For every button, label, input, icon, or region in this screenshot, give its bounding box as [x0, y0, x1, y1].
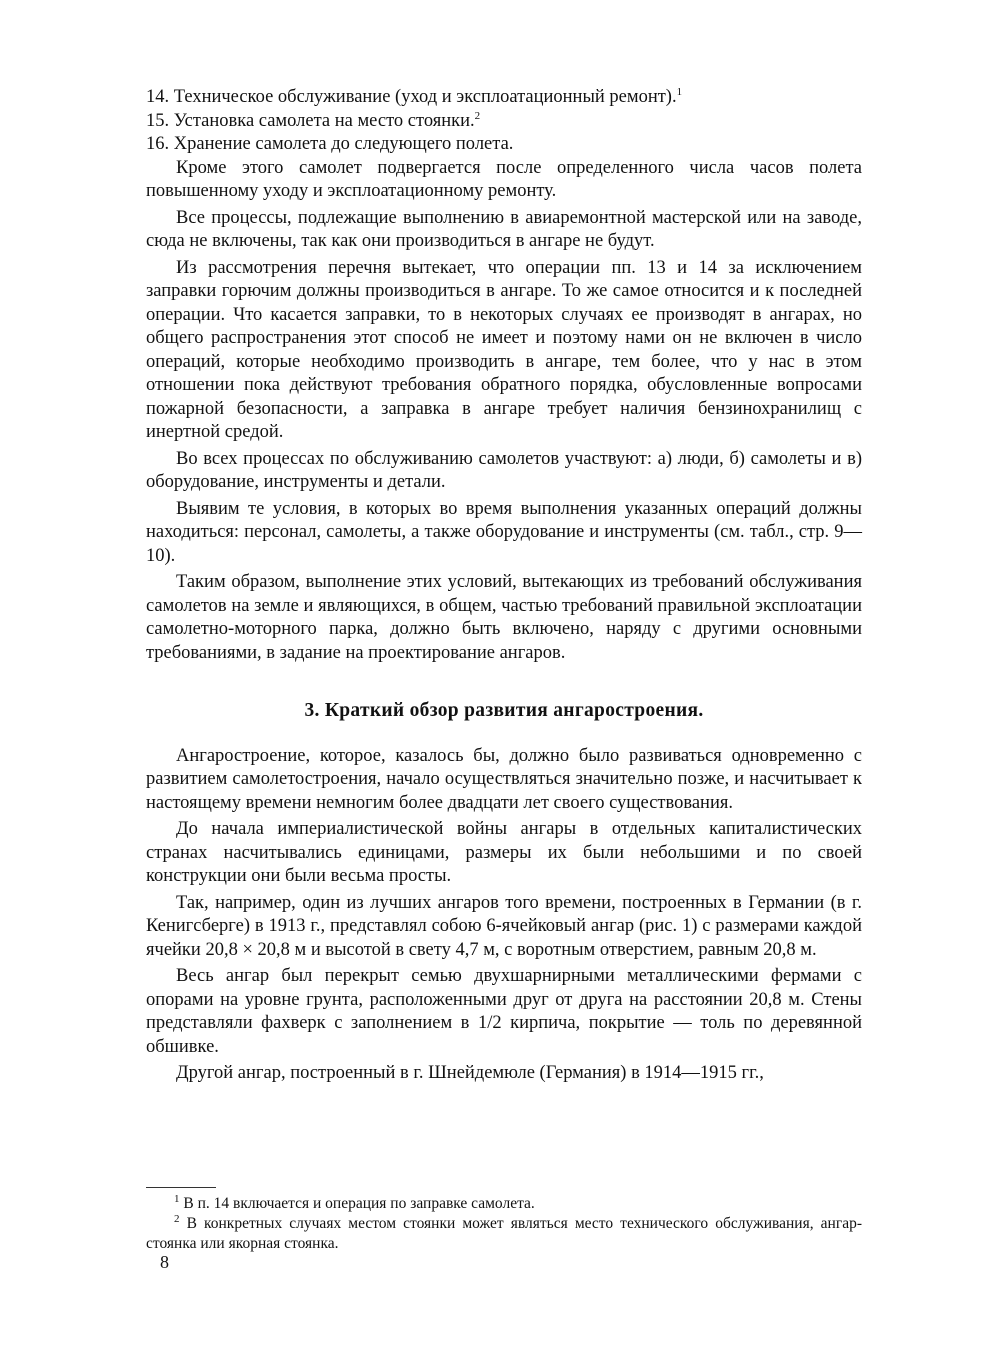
footnote: $^2$ В конкретных случаях местом стоянки может являться место технического обслуживания, ангар-стоянка или якорная стоянка. — [146, 1212, 863, 1252]
footnote-ref: 1 — [676, 85, 683, 98]
paragraph: До начала империалистической войны ангары в отдельных капиталистических странах насчитывались единицами, размеры их были небольшими и по своей конструкции они были весьма просты. — [146, 819, 862, 886]
paragraph: Кроме этого самолет подвергается после определенного числа часов полета повышенному уходу и эксплоатационному ремонту. — [146, 157, 862, 201]
paragraph: Так, например, один из лучших ангаров того времени, построенных в Германии (в г. Кенигсберге) в 1913 г., представлял собою 6-ячейковый ангар (рис. 1) с размерами каждой ячейки 20,8 × 20,8 м и высотой в свету 4,7 м, с воротным отверстием, равным 20,8 м. — [146, 892, 862, 960]
paragraph: Ангаростроение, которое, казалось бы, должно было развиваться одновременно с развитием самолетостроения, начало осуществляться значительно позже, и насчитывает к настоящему времени немногим более двадцати лет своего существования. — [146, 745, 862, 813]
footnote-divider — [146, 1187, 216, 1188]
footnote-mark: 2 — [174, 1212, 180, 1225]
list-item: 16. Хранение самолета до следующего полета. — [146, 134, 514, 154]
footnote-mark: 1 — [174, 1192, 180, 1205]
list-item: 15. Установка самолета на место стоянки.$^2$ — [146, 109, 481, 131]
section-heading: 3. Краткий обзор развития ангаростроения. — [304, 700, 704, 721]
paragraph: Весь ангар был перекрыт семью двухшарнирными металлическими фермами с опорами на уровне грунта, расположенными друг от друга на расстоянии 20,8 м. Стены представляли фахверк с заполнением в 1/2 кирпича, покрытие — толь по деревянной обшивке. — [146, 966, 862, 1057]
footnote-ref: 2 — [474, 109, 481, 122]
paragraph: Другой ангар, построенный в г. Шнейдемюле (Германия) в 1914—1915 гг., — [176, 1063, 764, 1083]
paragraph: Таким образом, выполнение этих условий, вытекающих из требований обслуживания самолетов на земле и являющихся, в общем, частью требований правильной эксплоатации самолетно-моторного парка, должно быть включено, наряду с другими основными требованиями, в задание на проектирование ангаров. — [146, 572, 862, 663]
paragraph: Все процессы, подлежащие выполнению в авиаремонтной мастерской или на заводе, сюда не включены, так как они производиться в ангаре не будут. — [146, 207, 862, 251]
paragraph: Во всех процессах по обслуживанию самолетов участвуют: а) люди, б) самолеты и в) оборудование, инструменты и детали. — [146, 448, 862, 492]
paragraph: Из рассмотрения перечня вытекает, что операции пп. 13 и 14 за исключением заправки горючим должны производиться в ангаре. То же самое относится и к последней операции. Что касается заправки, то в некоторых случаях ее производят в ангарах, но общего распространения этот способ не имеет и поэтому нами он не включен в число операций, которые необходимо производить в ангаре, тем более, что у нас в этом отношении пока действуют требования обратного порядка, обусловленные вопросами пожарной безопасности, а заправка в ангаре требует наличия бензинохранилищ с инертной средой. — [146, 257, 862, 442]
main-text — [146, 86, 862, 1089]
paragraph: Выявим те условия, в которых во время выполнения указанных операций должны находиться: персонал, самолеты, а также оборудование и инструменты (см. табл., стр. 9—10). — [146, 498, 862, 566]
footnote: $^1$ В п. 14 включается и операция по заправке самолета. — [174, 1192, 535, 1212]
list-item: 14. Техническое обслуживание (уход и эксплоатационный ремонт).$^1$ — [146, 85, 683, 107]
footnotes — [146, 1194, 862, 1254]
page-number: 8 — [160, 1252, 169, 1272]
